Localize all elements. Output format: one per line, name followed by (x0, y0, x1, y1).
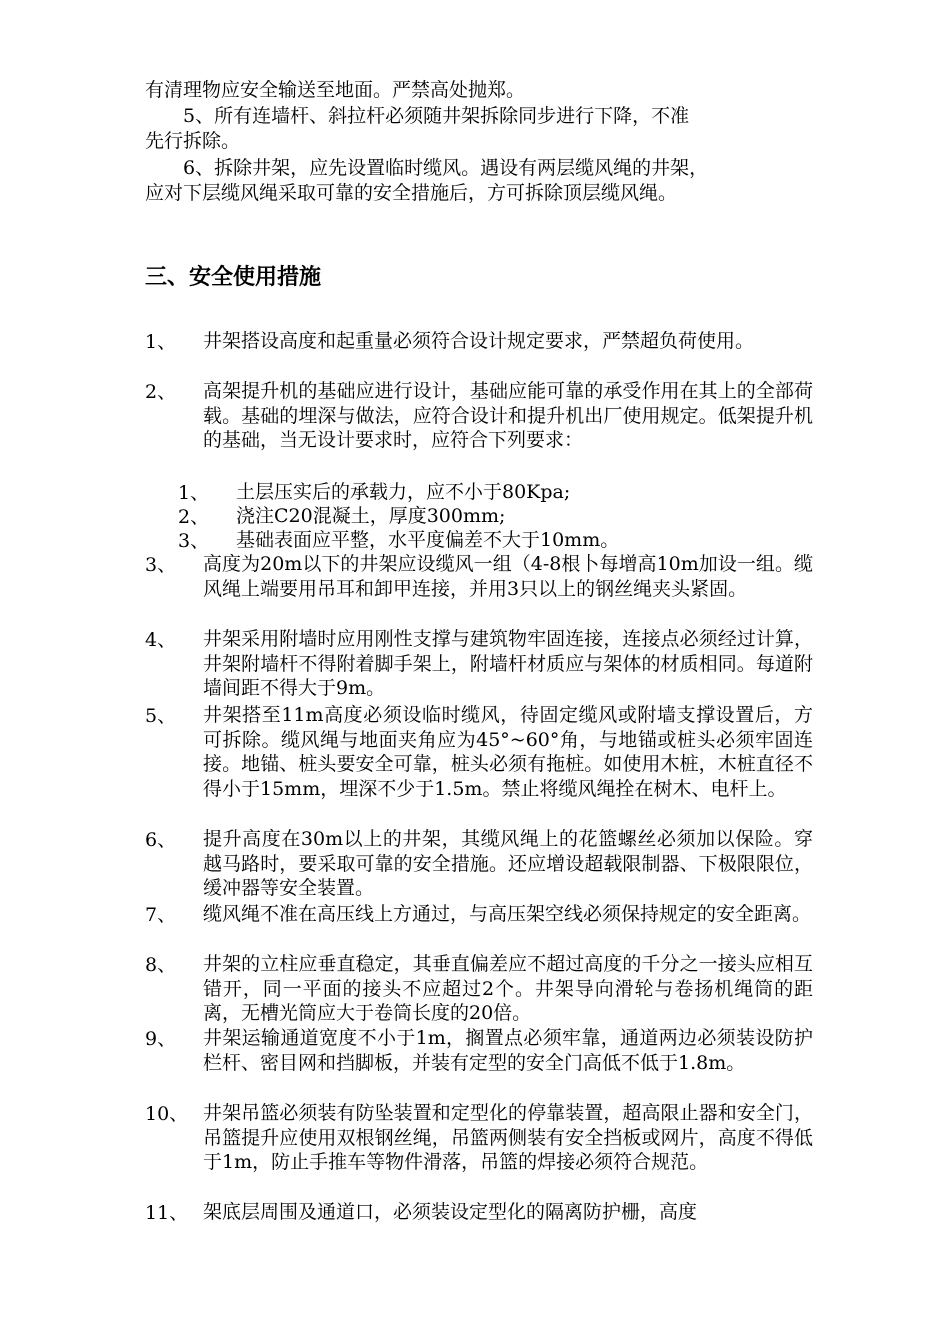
section-title: 三、安全使用措施 (145, 265, 322, 290)
item-text: 井架吊篮必须装有防坠装置和定型化的停靠装置，超高限止器和安全门，吊篮提升应使用双根钢丝绳，吊篮两侧装有安全挡板或网片，高度不得低于1m，防止手推车等物件滑落，吊篮的焊接必须符合规范。 (203, 1102, 813, 1173)
item-number: 6、 (145, 829, 177, 851)
intro-item-6-cont: 应对下层缆风绳采取可靠的安全措施后，方可拆除顶层缆风绳。 (145, 182, 678, 204)
item-number: 4、 (145, 629, 177, 651)
item-number: 7、 (145, 904, 177, 926)
subitem-number: 3、 (178, 530, 210, 552)
subitem-text: 土层压实后的承载力，应不小于80Kpa; (236, 481, 571, 503)
item-number: 5、 (145, 705, 177, 727)
item-number: 8、 (145, 954, 177, 976)
subitem-text: 浇注C20混凝土，厚度300mm; (236, 505, 506, 527)
subitem-number: 2、 (178, 506, 210, 528)
item-text: 架底层周围及通道口，必须装设定型化的隔离防护栅，高度 (203, 1201, 698, 1223)
subitem-text: 基础表面应平整，水平度偏差不大于10mm。 (236, 529, 620, 551)
intro-item-5-cont: 先行拆除。 (145, 130, 241, 152)
intro-line: 有清理物应安全输送至地面。严禁高处抛郑。 (145, 79, 526, 101)
item-text: 缆风绳不准在高压线上方通过，与高压架空线必须保持规定的安全距离。 (203, 903, 812, 925)
item-number: 2、 (145, 381, 177, 403)
item-number: 10、 (145, 1103, 189, 1125)
intro-item-5: 5、所有连墙杆、斜拉杆必须随井架拆除同步进行下降，不准 (183, 105, 690, 127)
item-text: 井架采用附墙时应用刚性支撑与建筑物牢固连接，连接点必须经过计算，井架附墙杆不得附着脚手架上，附墙杆材质应与架体的材质相同。每道附墙间距不得大于9m。 (203, 628, 813, 699)
item-text: 高架提升机的基础应进行设计，基础应能可靠的承受作用在其上的全部荷载。基础的埋深与做法，应符合设计和提升机出厂使用规定。低架提升机的基础，当无设计要求时，应符合下列要求： (203, 380, 813, 451)
item-text: 井架搭设高度和起重量必须符合设计规定要求，严禁超负荷使用。 (203, 330, 755, 352)
item-number: 9、 (145, 1028, 177, 1050)
item-number: 1、 (145, 331, 177, 353)
item-number: 3、 (145, 554, 177, 576)
item-text: 提升高度在30m以上的井架，其缆风绳上的花篮螺丝必须加以保险。穿越马路时，要采取可靠的安全措施。还应增设超载限制器、下极限限位，缓冲器等安全装置。 (203, 828, 813, 899)
item-text: 高度为20m以下的井架应设缆风一组（4-8根卜每增高10m加设一组。缆风绳上端要用吊耳和卸甲连接，并用3只以上的钢丝绳夹头紧固。 (203, 553, 813, 600)
subitem-number: 1、 (178, 482, 210, 504)
item-text: 井架搭至11m高度必须设临时缆风，待固定缆风或附墙支撑设置后，方可拆除。缆风绳与地面夹角应为45°~60°角，与地锚或桩头必须牢固连接。地锚、桩头要安全可靠，桩头必须有拖桩。如使用木桩，木桩直径不得小于15mm，埋深不少于1.5m。禁止将缆风绳拴在树木、电杆上。 (203, 704, 813, 800)
item-text: 井架的立柱应垂直稳定，其垂直偏差应不超过高度的千分之一接头应相互错开，同一平面的接头不应超过2个。井架导向滑轮与卷扬机绳筒的距离，无槽光筒应大于卷筒长度的20倍。 (203, 953, 813, 1024)
item-number: 11、 (145, 1202, 189, 1224)
item-text: 井架运输通道宽度不小于1m，搁置点必须牢靠，通道两边必须装设防护栏杆、密目网和挡脚板，并装有定型的安全门高低不低于1.8m。 (203, 1027, 813, 1074)
intro-item-6: 6、拆除井架，应先设置临时缆风。遇设有两层缆风绳的井架， (183, 157, 709, 179)
